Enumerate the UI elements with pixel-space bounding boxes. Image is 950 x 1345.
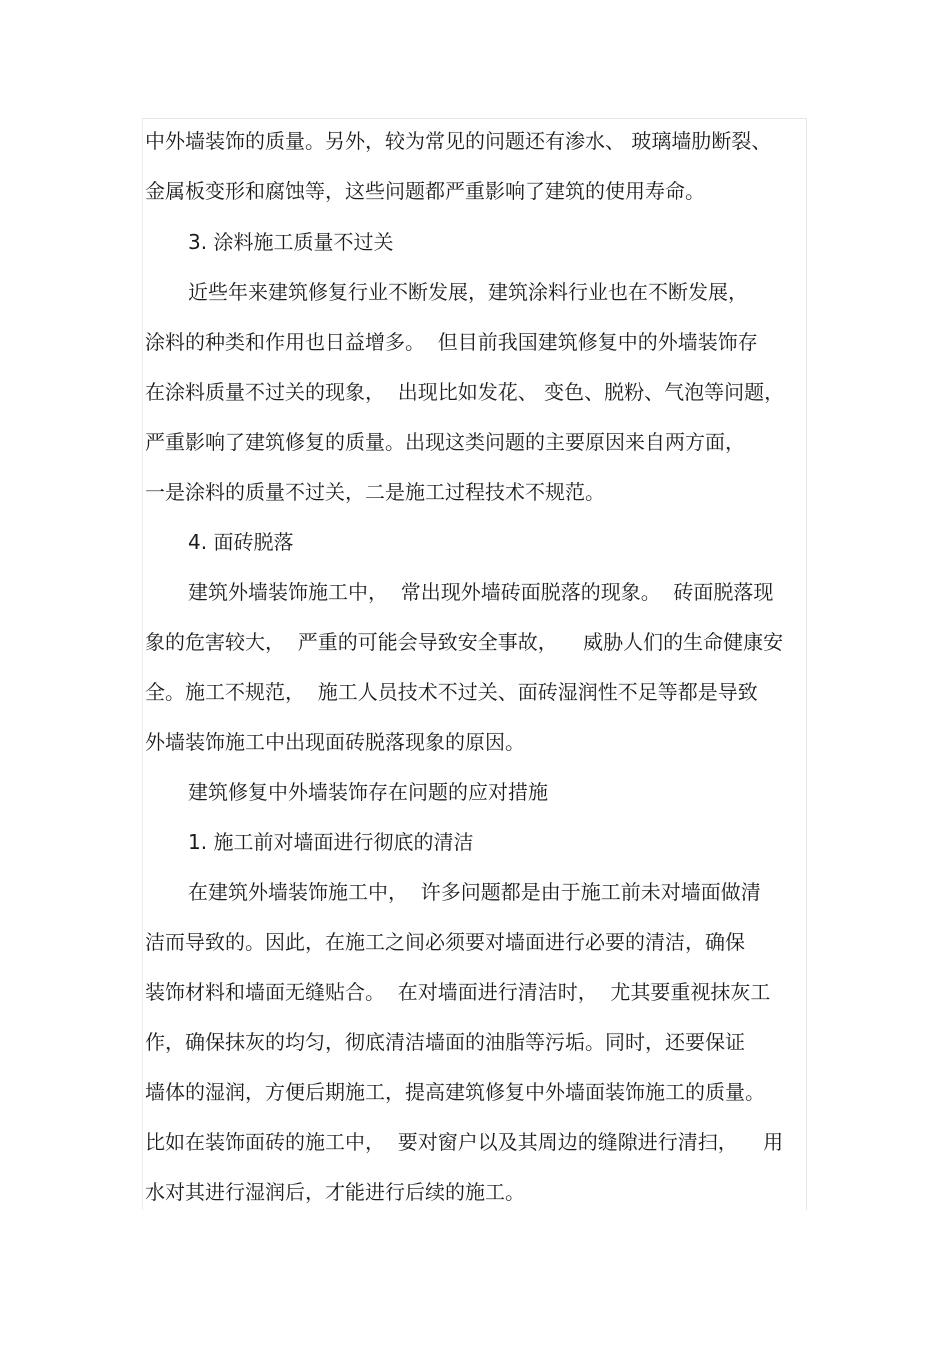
section-heading: 1. 施工前对墙面进行彻底的清洁 <box>188 830 474 854</box>
paragraph-line: 洁而导致的。因此，在施工之间必须要对墙面进行必要的清洁，确保 <box>145 930 745 954</box>
paragraph-line: 中外墙装饰的质量。另外，较为常见的问题还有渗水、 玻璃墙肋断裂、 <box>145 129 772 153</box>
paragraph-line: 建筑外墙装饰施工中， 常出现外墙砖面脱落的现象。 砖面脱落现 <box>188 580 774 604</box>
paragraph-line: 水对其进行湿润后，才能进行后续的施工。 <box>145 1180 525 1204</box>
paragraph-line: 外墙装饰施工中出现面砖脱落现象的原因。 <box>145 730 525 754</box>
section-heading: 建筑修复中外墙装饰存在问题的应对措施 <box>188 780 548 804</box>
section-heading: 4. 面砖脱落 <box>188 530 294 554</box>
paragraph-line: 比如在装饰面砖的施工中， 要对窗户以及其周边的缝隙进行清扫， 用 <box>145 1130 784 1154</box>
paragraph-line: 作，确保抹灰的均匀，彻底清洁墙面的油脂等污垢。同时，还要保证 <box>145 1030 745 1054</box>
paragraph-line: 全。施工不规范， 施工人员技术不过关、面砖湿润性不足等都是导致 <box>145 680 758 704</box>
paragraph-line: 象的危害较大， 严重的可能会导致安全事故， 威胁人们的生命健康安 <box>145 630 784 654</box>
paragraph-line: 金属板变形和腐蚀等，这些问题都严重影响了建筑的使用寿命。 <box>145 179 705 203</box>
paragraph-line: 涂料的种类和作用也日益增多。 但目前我国建筑修复中的外墙装饰存 <box>145 330 758 354</box>
section-heading: 3. 涂料施工质量不过关 <box>188 230 394 254</box>
paragraph-line: 在涂料质量不过关的现象， 出现比如发花、 变色、脱粉、气泡等问题， <box>145 380 785 404</box>
paragraph-line: 在建筑外墙装饰施工中， 许多问题都是由于施工前未对墙面做清 <box>188 880 761 904</box>
paragraph-line: 严重影响了建筑修复的质量。出现这类问题的主要原因来自两方面， <box>145 430 745 454</box>
paragraph-line: 装饰材料和墙面无缝贴合。 在对墙面进行清洁时， 尤其要重视抹灰工 <box>145 980 771 1004</box>
paragraph-line: 近些年来建筑修复行业不断发展，建筑涂料行业也在不断发展， <box>188 280 748 304</box>
paragraph-line: 墙体的湿润，方便后期施工，提高建筑修复中外墙面装饰施工的质量。 <box>145 1080 765 1104</box>
paragraph-line: 一是涂料的质量不过关，二是施工过程技术不规范。 <box>145 480 605 504</box>
